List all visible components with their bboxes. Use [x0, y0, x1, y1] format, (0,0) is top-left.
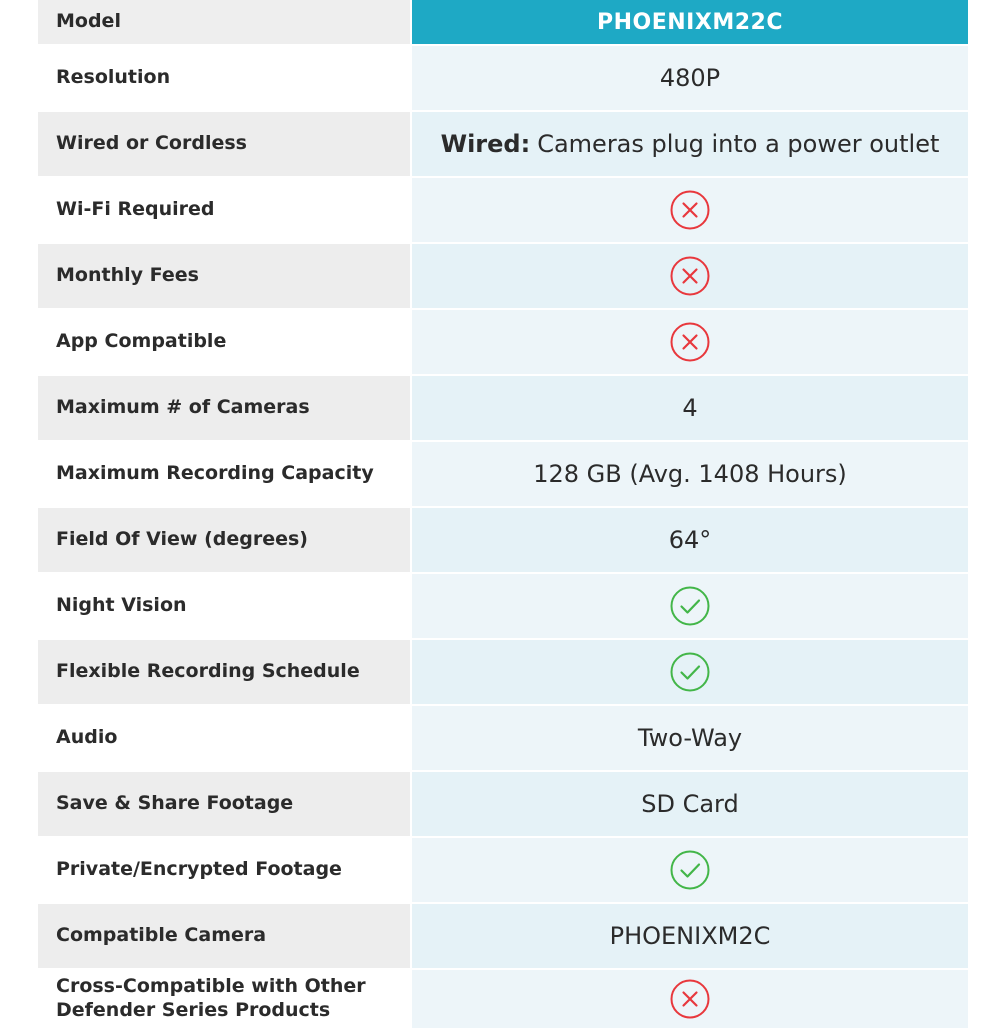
- row-value: [410, 838, 968, 902]
- row-label: Audio: [38, 706, 410, 770]
- row-value: Two-Way: [410, 706, 968, 770]
- check-circle-icon: [669, 849, 711, 891]
- row-label: Flexible Recording Schedule: [38, 640, 410, 704]
- row-label: Field Of View (degrees): [38, 508, 410, 572]
- row-value: [410, 178, 968, 242]
- row-value: [410, 574, 968, 638]
- row-label: Maximum Recording Capacity: [38, 442, 410, 506]
- table-row: [38, 508, 968, 574]
- x-circle-icon: [669, 321, 711, 363]
- table-header-row: [38, 0, 968, 46]
- table-row: [38, 310, 968, 376]
- row-value: SD Card: [410, 772, 968, 836]
- check-circle-icon: [669, 651, 711, 693]
- row-label: Monthly Fees: [38, 244, 410, 308]
- x-circle-icon: [669, 978, 711, 1020]
- table-row: [38, 442, 968, 508]
- row-label: Wired or Cordless: [38, 112, 410, 176]
- table-row: [38, 244, 968, 310]
- table-row: [38, 640, 968, 706]
- row-value: PHOENIXM2C: [410, 904, 968, 968]
- table-row: [38, 706, 968, 772]
- row-value: 128 GB (Avg. 1408 Hours): [410, 442, 968, 506]
- row-label-line: Defender Series Products: [56, 999, 331, 1021]
- x-circle-icon: [669, 255, 711, 297]
- model-name: PHOENIXM22C: [410, 0, 968, 44]
- table-row: [38, 970, 968, 1028]
- row-label: Resolution: [38, 46, 410, 110]
- row-value: [410, 970, 968, 1028]
- row-value: [410, 244, 968, 308]
- comparison-table: [38, 0, 968, 1028]
- row-value: [410, 112, 968, 176]
- table-row: [38, 178, 968, 244]
- row-label: Private/Encrypted Footage: [38, 838, 410, 902]
- row-value: [410, 310, 968, 374]
- row-label: Save & Share Footage: [38, 772, 410, 836]
- value-text: Cameras plug into a power outlet: [537, 130, 940, 158]
- check-circle-icon: [669, 585, 711, 627]
- table-row: [38, 112, 968, 178]
- row-label: Wi-Fi Required: [38, 178, 410, 242]
- row-label: [38, 970, 410, 1028]
- table-row: [38, 838, 968, 904]
- row-label-line: Cross-Compatible with Other: [56, 975, 366, 998]
- row-value: 480P: [410, 46, 968, 110]
- table-row: [38, 772, 968, 838]
- row-value: 64°: [410, 508, 968, 572]
- row-value: [410, 640, 968, 704]
- row-label: Maximum # of Cameras: [38, 376, 410, 440]
- table-row: [38, 376, 968, 442]
- header-label: Model: [38, 0, 410, 44]
- row-label: Compatible Camera: [38, 904, 410, 968]
- table-row: [38, 904, 968, 970]
- row-label: App Compatible: [38, 310, 410, 374]
- table-row: [38, 46, 968, 112]
- row-label: Night Vision: [38, 574, 410, 638]
- table-row: [38, 574, 968, 640]
- value-emphasis: Wired:: [440, 130, 531, 158]
- row-value: 4: [410, 376, 968, 440]
- x-circle-icon: [669, 189, 711, 231]
